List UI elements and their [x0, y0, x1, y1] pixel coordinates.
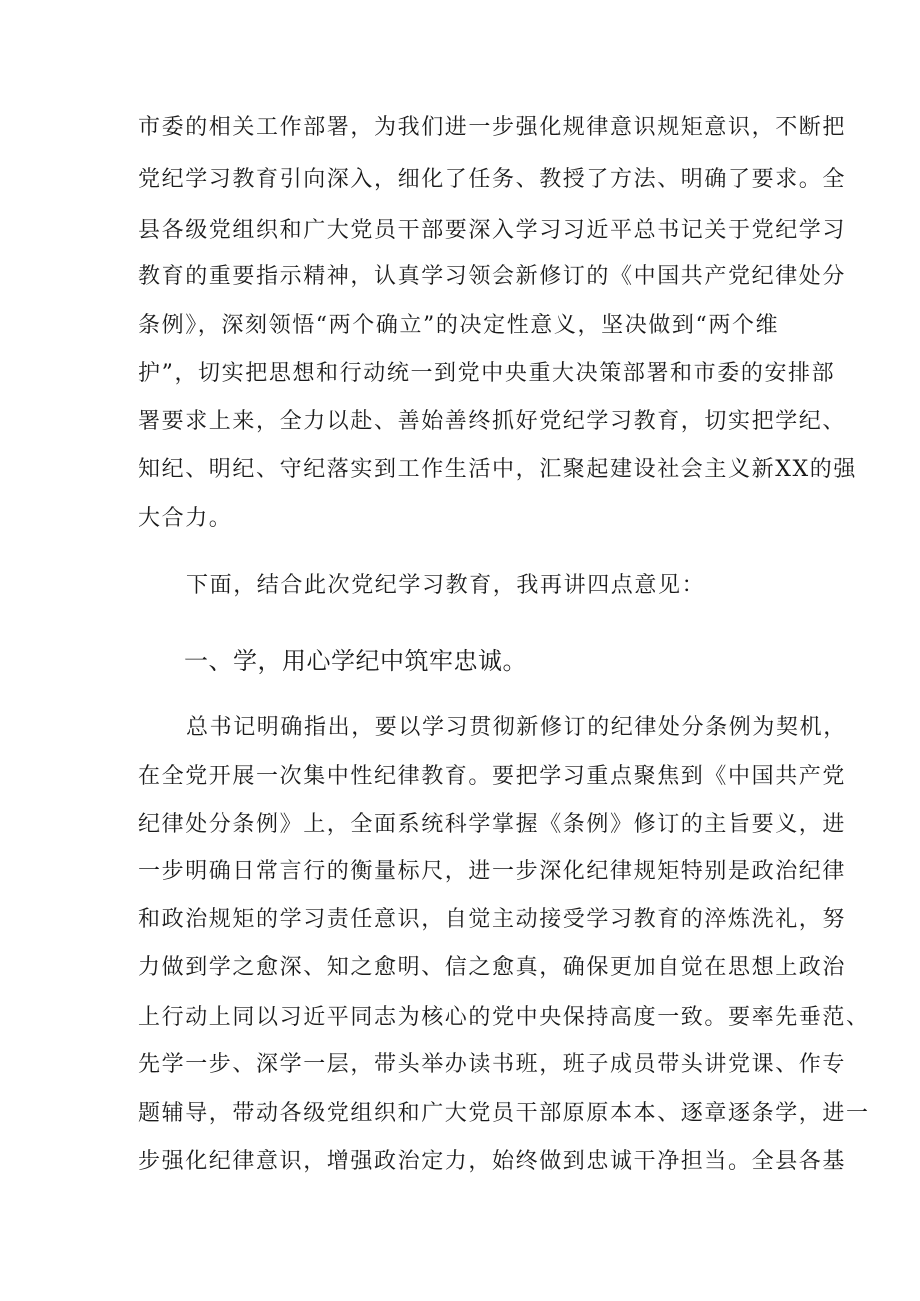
paragraph-3-line: 总书记明确指出，要以学习贯彻新修订的纪律处分条例为契机， — [186, 715, 847, 740]
paragraph-1-line: 教育的重要指示精神，认真学习领会新修订的《中国共产党纪律处分 — [138, 264, 847, 289]
paragraph-3-line: 步强化纪律意识，增强政治定力，始终做到忠诚干净担当。全县各基 — [138, 1149, 847, 1174]
paragraph-1-line: 条例》，深刻领悟“两个确立”的决定性意义，坚决做到“两个维 — [138, 313, 780, 338]
paragraph-1-line: 护”，切实把思想和行动统一到党中央重大决策部署和市委的安排部 — [138, 361, 836, 386]
paragraph-3-line: 先学一步、深学一层，带头举办读书班，班子成员带头讲党课、作专 — [138, 1052, 847, 1077]
paragraph-1-line: 署要求上来，全力以赴、善始善终抓好党纪学习教育，切实把学纪、 — [138, 409, 847, 434]
paragraph-3-line: 题辅导，带动各级党组织和广大党员干部原原本本、逐章逐条学，进一 — [138, 1101, 870, 1126]
paragraph-3-line: 纪律处分条例》上，全面系统科学掌握《条例》修订的主旨要义，进 — [138, 812, 847, 837]
paragraph-1-line: 党纪学习教育引向深入，细化了任务、教授了方法、明确了要求。全 — [138, 167, 847, 192]
paragraph-2-line: 下面，结合此次党纪学习教育，我再讲四点意见： — [186, 573, 706, 598]
paragraph-1-line: 县各级党组织和广大党员干部要深入学习习近平总书记关于党纪学习 — [138, 218, 847, 243]
paragraph-3-line: 和政治规矩的学习责任意识，自觉主动接受学习教育的淬炼洗礼，努 — [138, 907, 847, 932]
paragraph-1-line: 大合力。 — [138, 506, 233, 531]
section-heading: 一、学，用心学纪中筑牢忠诚。 — [184, 647, 527, 675]
paragraph-3-line: 力做到学之愈深、知之愈明、信之愈真，确保更加自觉在思想上政治 — [138, 955, 847, 980]
paragraph-3-line: 一步明确日常言行的衡量标尺，进一步深化纪律规矩特别是政治纪律 — [138, 859, 847, 884]
paragraph-3-line: 上行动上同以习近平同志为核心的党中央保持高度一致。要率先垂范、 — [138, 1005, 870, 1030]
paragraph-1-line: 市委的相关工作部署，为我们进一步强化规律意识规矩意识，不断把 — [138, 115, 847, 140]
paragraph-1-line: 知纪、明纪、守纪落实到工作生活中，汇聚起建设社会主义新XX的强 — [138, 457, 857, 482]
paragraph-3-line: 在全党开展一次集中性纪律教育。要把学习重点聚焦到《中国共产党 — [138, 764, 847, 789]
